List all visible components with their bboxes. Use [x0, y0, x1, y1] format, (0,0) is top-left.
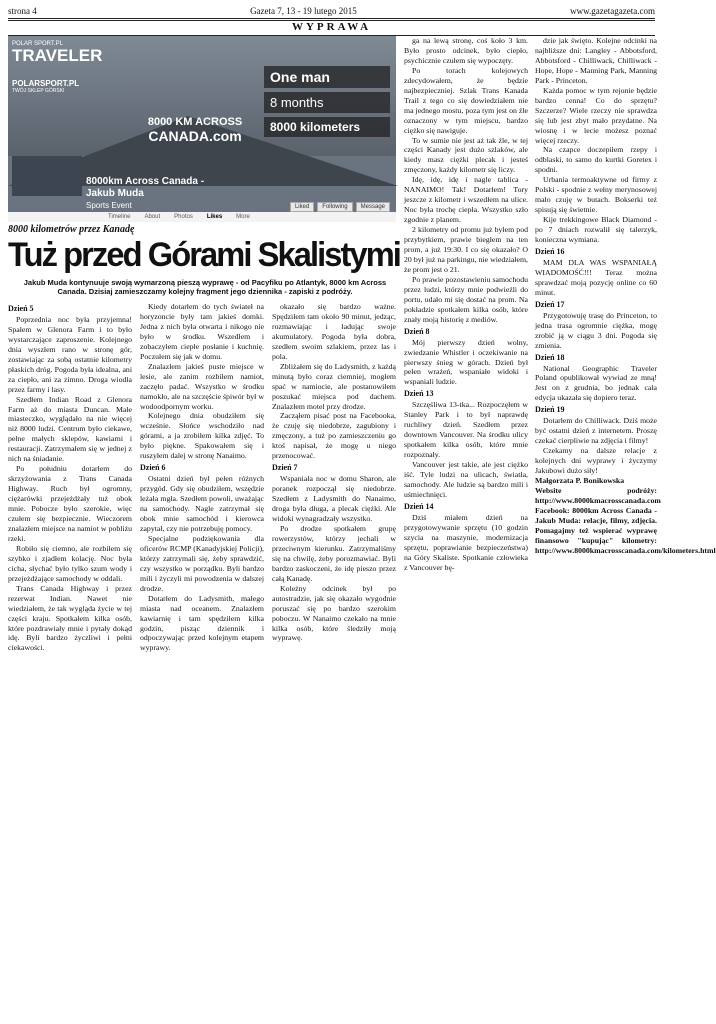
signature-text: Małgorzata P. Bonikowska [535, 475, 625, 485]
banner-mid-line1: 8000 KM ACROSS [147, 116, 243, 128]
signature-text: Website podróży: http://www.8000kmacrosscanada.com Facebook: 8000km Across Canada - Jakub Muda: relacje, filmy, zdjęcia. Pomagajmy też wspierać wyprawę finansowo "kupując" kilometry: http://www.8000kmacrosscanada.com/kilometers.html [535, 485, 716, 555]
banner-center-text [120, 116, 270, 144]
paragraph: Zbliżałem się do Ladysmith, z każdą minutą było coraz ciemniej, mogłem spać w namiocie, ale postanowiłem poszukać miejsca pod dachem. Znalazłem motel przy drodze. [272, 361, 396, 411]
paragraph: Mój pierwszy dzień wolny, zwiedzanie Whistler i oczekiwanie na pierwszy śnieg w górach. Dzień był pełen wrażeń, wspaniałe widoki i wspaniali ludzie. [404, 337, 528, 387]
paragraph: Na czapce doczepiłem rzepy i odblaski, to samo do kurtki Goretex i spodni. [535, 145, 657, 175]
stat-months: 8 months [264, 92, 390, 113]
tab-timeline[interactable]: Timeline [108, 214, 131, 220]
paragraph: Każda pomoc w tym rejonie będzie bardzo cenna! Co do sprzętu? Szczerze? Wiele rzeczy nie sprawdza się lub jest zbyt mało przydatne. Na wiosnę i w lecie możesz poznać więcej rzeczy. [535, 85, 657, 145]
paragraph: Po południu dotarłem do skrzyżowania z Trans Canada Highway. Ruch był ogromny, ciężarówki przejeżdżały tuż obok mnie. Pobocze było szerokie, więc czułem się bezpiecznie. Wieczorem znalazłem miejsce na namiot w pobliżu rzeki. [8, 464, 132, 543]
logo-top-text: POLAR SPORT.PL [12, 41, 63, 47]
paragraph: Ostatni dzień był pełen różnych przygód. Gdy się obudziłem, wszędzie leżała mgła. Szedłem powoli, uważając na samochody. Nagle zatrzymał się obok mnie samochód i kierowca zapytał, czy nie potrzebuję pomocy. [140, 474, 264, 533]
paragraph: Vancouver jest takie, ale jest ciężko iść. Tyle ludzi na ulicach, światła, samochody. Ale ludzie są bardzo mili i uśmiechnięci. [404, 460, 528, 499]
day-heading: Dzień 17 [535, 299, 565, 309]
article-column-2 [140, 302, 264, 1016]
day-heading: Dzień 7 [272, 463, 298, 473]
paragraph: Dotarłem do Chilliwack. Dziś może być ostatni dzień z internetem. Proszę czekać cierpliwie na zdjęcia i filmy! [535, 416, 657, 446]
paragraph: Wspaniała noc w domu Sharon, ale poranek rozpoczął się niedobrze. Szedłem z Ladysmith do Nanaimo, droga była długa, a plecak ciężki. Ale widoki wynagradzały wszystko. [272, 474, 396, 524]
paragraph: Trans Canada Highway i przez rezerwat Indian. Nawet nie wiedziałem, że tak wygląda życie w tej części kraju. Spotkałem kilka osób, które pozdrawiały mnie i pytały dokąd idę. Byli bardzo życzliwi i pełni ciekawości. [8, 583, 132, 653]
issue-date: Gazeta 7, 13 - 19 lutego 2015 [250, 6, 357, 16]
logo-tag-text: TWÓJ SKLEP GÓRSKI [12, 88, 65, 94]
paragraph: Kiedy dotarłem do tych świateł na horyzoncie były tam jakieś domki. Jedna z nich była otwarta i nikogo nie było w środku. Wszedłem i zobaczyłem ciepłe posłanie i kuchnię. Poczułem się jak w domu. [140, 302, 264, 361]
paragraph: To w sumie nie jest aż tak źle, w tej części Kanady jest dużo szlaków, ale kiedy masz ciężki plecak i jesteś zmęczony, każdy kilometr się liczy. [404, 135, 528, 175]
message-button[interactable]: Message [356, 202, 390, 212]
paragraph: Specjalne podziękowania dla oficerów RCMP (Kanadyjskiej Policji), którzy zatrzymali się, żeby sprawdzić, czy wszystko w porządku. Byli bardzo mili i życzyli mi powodzenia w dalszej drodze. [140, 533, 264, 593]
following-button[interactable]: Following [317, 202, 352, 212]
page-header [8, 6, 655, 19]
paragraph: Znalazłem jakieś puste miejsce w lesie, ale zanim rozbiłem namiot, zaczęło padać. Wszystko w środku namokło, ale na szczęście śpiwór był w wodoodpornym worku. [140, 361, 264, 411]
liked-button[interactable]: Liked [290, 202, 314, 212]
logo-main-text: TRAVELER [12, 46, 103, 65]
paragraph: Idę, idę, idę i nagle tablica - NANAIMO! Tak! Dotarłem! Tory jeszcze z kilometr i wszedłem na ulice. Noc była trochę ciepła. Wszystko szło zgodnie z planem. [404, 175, 528, 225]
paragraph: Kije trekkingowe Black Diamond - po 7 dniach rozwalił się talerzyk, konieczna wymiana. [535, 215, 657, 245]
facebook-banner-image [8, 36, 396, 222]
paragraph: dzie jak święto. Kolejne odcinki na najbliższe dni: Langley - Abbotsford, Abbotsford - Chilliwack, Chilliwack - Hope, Hope - Manning Park, Manning Park - Princeton. [535, 36, 657, 85]
paragraph: Czekamy na dalsze relacje z kolejnych dni wyprawy i życzymy Jakubowi dużo siły! [535, 446, 657, 476]
stat-one-man: One man [264, 66, 390, 88]
logo-brand-text: POLARSPORT.PL [12, 79, 80, 88]
tab-more[interactable]: More [236, 214, 250, 220]
paragraph: Szedłem Indian Road z Glenora Farm aż do miasta Duncan. Małe miasteczko, wyglądało na nie więcej niż 8000 ludzi. Centrum było ciekawe, pełne małych sklepów, kawiarni i restauracji. Zatrzymałem się w jednej z nich na śniadanie. [8, 394, 132, 464]
article-column-5 [535, 36, 716, 1016]
profile-title [86, 176, 204, 212]
profile-tabs [8, 212, 396, 222]
paragraph: Robiło się ciemno, ale rozbiłem się szybko i zjadłem kolację. Noc była cicha, słychać było tylko szum wody i przejeżdżające samochody w oddali. [8, 543, 132, 583]
article-headline: Tuż przed Górami Skalistymi [8, 236, 400, 274]
profile-category: Sports Event [86, 201, 132, 210]
day-heading: Dzień 8 [404, 326, 430, 336]
tab-about[interactable]: About [144, 214, 161, 220]
section-title: WYPRAWA [8, 20, 655, 36]
profile-title-line2: Jakub Muda [86, 188, 144, 199]
day-heading: Dzień 14 [404, 501, 434, 511]
profile-picture [12, 156, 82, 196]
day-heading: Dzień 6 [140, 463, 166, 473]
paragraph: MAM DLA WAS WSPANIAŁĄ WIADOMOŚĆ!!! Teraz można sprawdzać moją pozycję online co 60 minut. [535, 257, 657, 297]
paragraph: Dotarłem do Ladysmith, małego miasta nad oceanem. Znalazłem kawiarnię i tam spędziłem kilka godzin, pisząc dziennik i odpoczywając przed kolejnym etapem wyprawy. [140, 593, 264, 653]
day-heading: Dzień 13 [404, 389, 434, 399]
day-heading: Dzień 5 [8, 304, 34, 313]
paragraph: Poprzednia noc była przyjemna! Spałem w Glenora Farm i to było wystarczające zaproszenie. Kolejnego dnia wyszłem rano w stronę gór, zostawiając za sobą ostatnie kilometry płaskich dróg. Pogoda była idealna, ani za ciepło, ani za zimno. Droga wiodła przez farmy i lasy. [8, 314, 132, 394]
paragraph: National Geographic Traveler Poland opublikował wywiad ze mną! Jest on z grudnia, bo jednak cała edycja ukazała się dopiero teraz. [535, 363, 657, 403]
article-column-1 [8, 302, 132, 1016]
profile-title-line1: 8000km Across Canada - [86, 176, 205, 187]
day-heading: Dzień 19 [535, 405, 565, 415]
paragraph: Szczęśliwa 13-tka... Rozpoczęłem w Stanley Park i to był naprawdę ruchliwy dzień. Szedłem przez downtown Vancouver. Na środku ulicy spotkałem kilka osób, które mnie rozpoznały. [404, 400, 528, 460]
tab-photos[interactable]: Photos [174, 214, 193, 220]
paragraph: 2 kilometry od promu już byłem pod przybytkiem, prawie biegłem na ten prom, a już 19:30. I co się okazało? O 20 był już na parkingu, nie wiedziałem, że prom jest o 21. [404, 225, 528, 274]
article-lead: Jakub Muda kontynuuje swoją wymarzoną pieszą wyprawę - od Pacyfiku po Atlantyk, 8000 km Across Canada. Dzisiaj zamieszczamy kolejny fragment jego dziennika - zapiski z podróży. [23, 278, 387, 296]
day-heading: Dzień 16 [535, 247, 565, 257]
banner-mid-line2: CANADA.com [148, 128, 242, 144]
article-column-4 [404, 36, 528, 1016]
stats-panel [264, 66, 390, 141]
article-column-3 [272, 302, 396, 1016]
paragraph: Przygotowuję trasę do Princeton, to jedna trasa ogromnie ciężka, mogę zrobić ją w ciągu 3 dni. Pogoda się zmienia. [535, 310, 657, 350]
paragraph: Po drodze spotkałem grupę rowerzystów, którzy jechali w przeciwnym kierunku. Zatrzymaliśmy się na chwilę, żeby porozmawiać. Byli bardzo zaskoczeni, że idę pieszo przez całą Kanadę. [272, 523, 396, 583]
paragraph: okazało się bardzo ważne. Spędziłem tam około 90 minut, jedząc, rozmawiając i ładując swoje akumulatory. Pogoda była dobra, szedłem swoim szlakiem, przez las i pola. [272, 302, 396, 361]
paragraph: Po prawie pozostawieniu samochodu przez ludzi, którzy mnie podwieźli do portu, udało mi się dostać na prom. Na pokładzie spotkałem kilka osób, które znały moją historię z mediów. [404, 274, 528, 324]
page-number: strona 4 [8, 6, 37, 16]
paragraph: Kolejnego dnia obudziłem się wcześnie. Słońce wschodziło nad górami, a ja zrobiłem kilka zdjęć. To było piękne. Spakowałem się i ruszyłem dalej w stronę Nanaimo. [140, 411, 264, 461]
paragraph: Koleżny odcinek był po autostradzie, jak się okazało wygodnie poruszać się po bardzo szerokim poboczu. W Nanaimo czekało na mnie kilka osób, które śledziły moją wyprawę. [272, 583, 396, 643]
paragraph: Zacząłem pisać post na Facebooka, że czuję się niedobrze, zagubiony i zmęczony, a tuż po zamieszczeniu go ktoś napisał, że mogę u niego przenocować. [272, 411, 396, 461]
site-url[interactable]: www.gazetagazeta.com [570, 6, 655, 16]
paragraph: ga na lewą stronę, coś koło 3 km. Było prosto odcinek, było ciepło, psychicznie czułem się wypoczęty. [404, 36, 528, 65]
article-kicker: 8000 kilometrów przez Kanadę [8, 224, 135, 235]
traveler-logo [12, 41, 103, 94]
profile-buttons [290, 202, 390, 212]
paragraph: Po torach kolejowych zdecydowałem, że będzie najbezpieczniej. Szlak Trans Kanada Trail z tego co się dowiedziałem nie ma jednego mostu, poza tym jest on źle oznaczony w tym miejscu, bardzo ciężko się nawiguje. [404, 65, 528, 135]
tab-likes[interactable]: Likes [206, 214, 223, 220]
stat-kilometers: 8000 kilometers [264, 117, 390, 137]
paragraph: Dziś miałem dzień na przygotowywanie sprzętu (10 godzin szycia na maszynie, modernizacja sprzętu, poprawianie bezpieczeństwa) na Góry Skaliste. Spotkanie człowieka z Vancouver bę- [404, 512, 528, 572]
day-heading: Dzień 18 [535, 352, 565, 362]
paragraph: Urbania termoaktywne od firmy z Polski - spodnie z wełny merynosowej mało czuję w butach. Bokserki też spisują się świetnie. [535, 175, 657, 215]
